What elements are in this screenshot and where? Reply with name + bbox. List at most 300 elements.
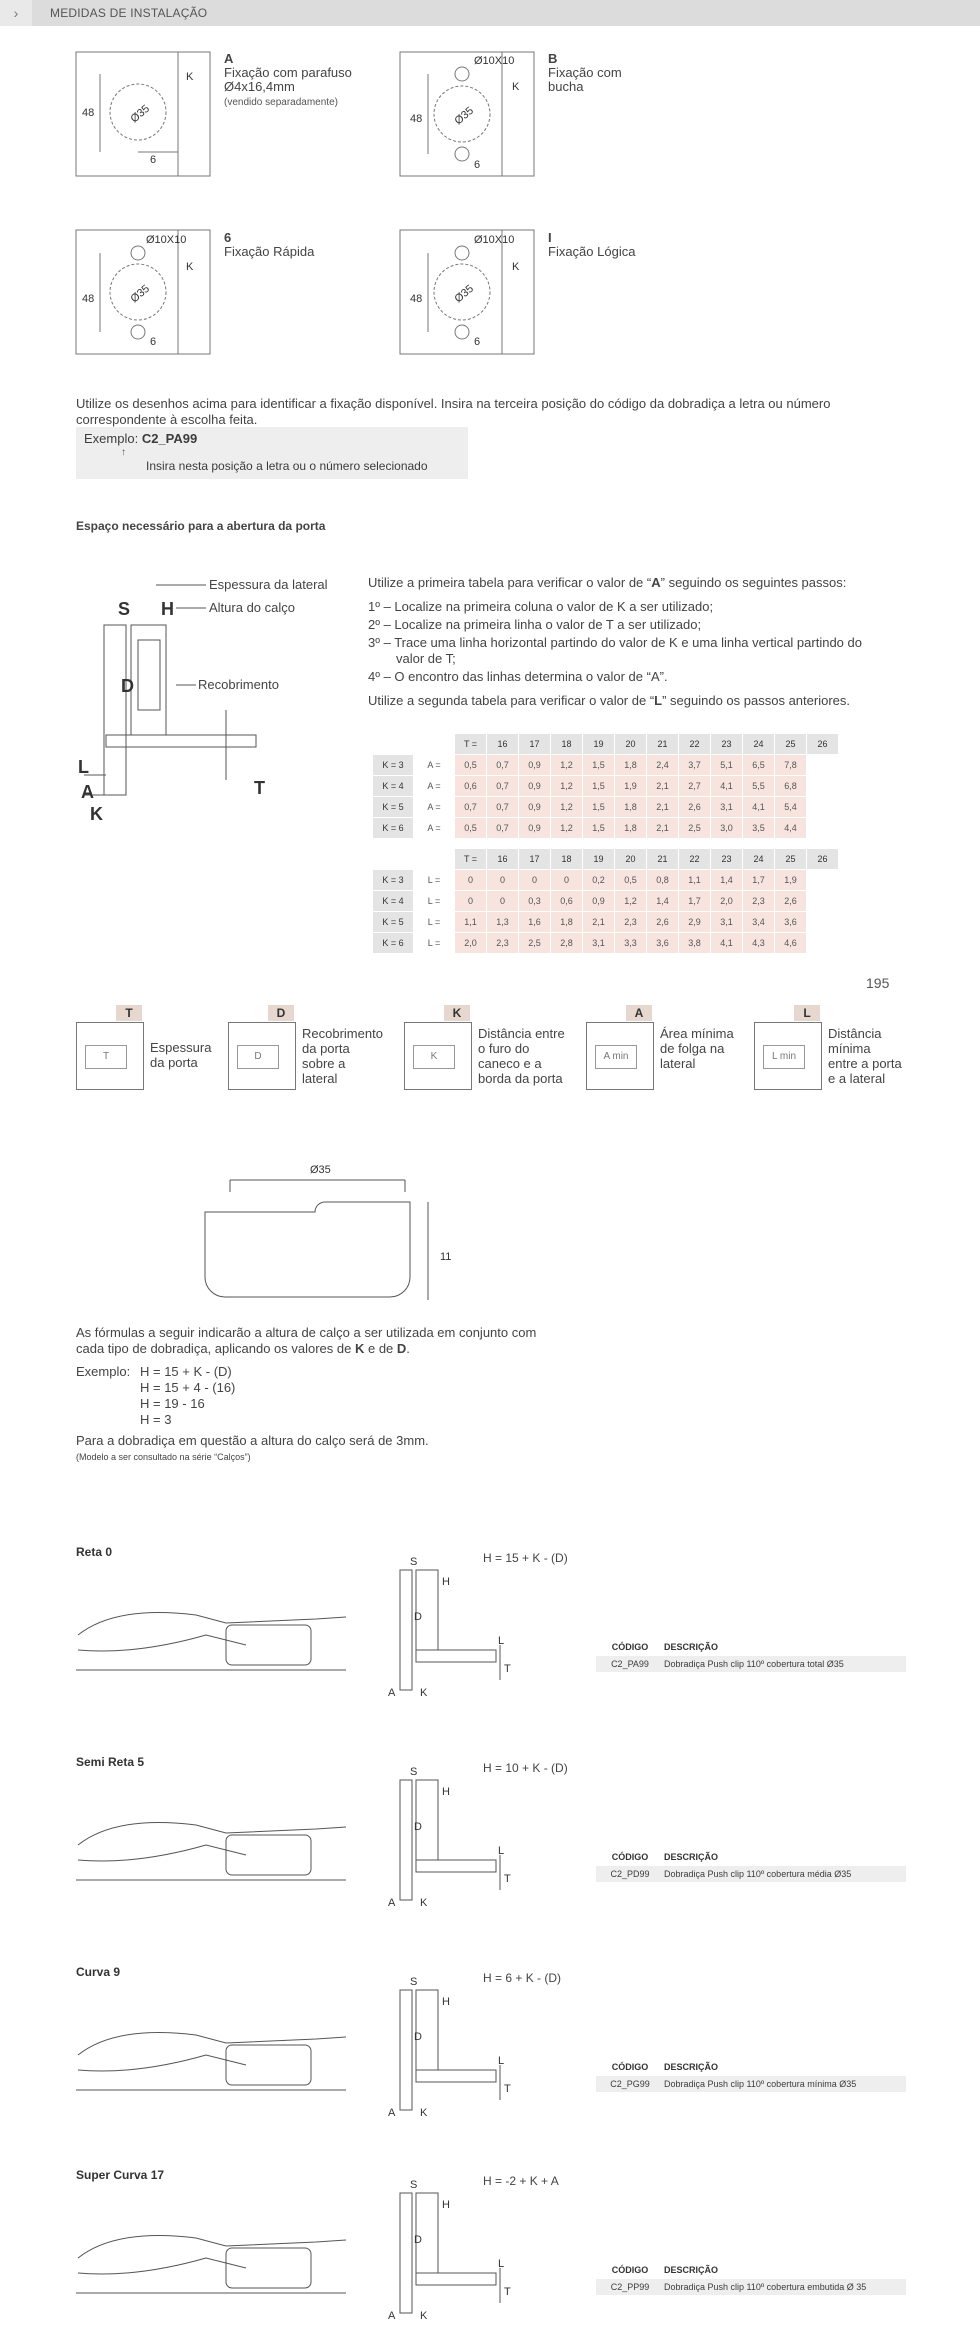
text-label: lateral xyxy=(302,1071,338,1086)
table-cell: 1,8 xyxy=(615,818,647,839)
hinge-drawing xyxy=(76,2015,346,2105)
hinge-section-diagram xyxy=(76,570,366,840)
table-cell: 0,5 xyxy=(455,818,487,839)
text-label: L = xyxy=(414,891,455,912)
table-cell: 2,4 xyxy=(647,755,679,776)
text-label: K = 6 xyxy=(373,818,414,839)
text-label: Ø35 xyxy=(452,282,477,306)
table-row xyxy=(373,891,839,912)
table-cell: 0,3 xyxy=(519,891,551,912)
text-label: mínima xyxy=(828,1041,871,1056)
table-cell: 0,9 xyxy=(583,891,615,912)
instructions-intro xyxy=(368,575,888,591)
table-cell: 0 xyxy=(487,891,519,912)
table-cell: 3,1 xyxy=(711,797,743,818)
text-label: 11 xyxy=(440,1251,452,1263)
legend-text xyxy=(828,1026,902,1086)
table-row xyxy=(373,933,839,954)
example-code-line xyxy=(84,431,197,446)
table-row xyxy=(373,818,839,839)
table-cell: 4,6 xyxy=(775,933,807,954)
text-label: 6 xyxy=(474,336,481,348)
legend-letter: T xyxy=(116,1005,142,1021)
table-cell: 1,6 xyxy=(519,912,551,933)
text-label: ” seguindo os passos anteriores. xyxy=(662,693,850,708)
col-header: 22 xyxy=(679,734,711,755)
table-cell: 1,4 xyxy=(647,891,679,912)
text-label: C2_PP99 xyxy=(610,2282,650,2292)
table-cell: 5,4 xyxy=(775,797,807,818)
text-label: L xyxy=(78,757,89,777)
legend-letter: L xyxy=(794,1005,820,1021)
table-cell: 0 xyxy=(455,870,487,891)
text-label: da porta xyxy=(302,1041,350,1056)
legend-diagram xyxy=(754,1022,822,1090)
table-cell: 4,1 xyxy=(711,776,743,797)
text-label: DESCRIÇÃO xyxy=(664,1852,719,1862)
table-cell: 4,1 xyxy=(743,797,775,818)
table-cell: 2,6 xyxy=(775,891,807,912)
table-cell: 1,2 xyxy=(551,797,583,818)
text-label: CÓDIGO xyxy=(611,1642,649,1652)
text-label: C2_PG99 xyxy=(610,2079,650,2089)
step-3: 3º – Trace uma linha horizontal partindo do valor de K e uma linha vertical partindo do xyxy=(368,635,862,650)
text-label: da porta xyxy=(150,1055,198,1070)
text-label: sobre a xyxy=(302,1056,346,1071)
col-header: 20 xyxy=(615,734,647,755)
table-row xyxy=(373,797,839,818)
legend-text xyxy=(478,1026,565,1086)
table-cell: 2,1 xyxy=(647,818,679,839)
table-cell: 6,5 xyxy=(743,755,775,776)
table-cell: 3,8 xyxy=(679,933,711,954)
col-header: 16 xyxy=(487,734,519,755)
text-label: L xyxy=(498,2258,505,2270)
legend-diagram xyxy=(76,1022,144,1090)
text-label: 48 xyxy=(82,293,95,305)
text-label: 6 xyxy=(474,159,481,171)
text-label: Ø35 xyxy=(310,1164,331,1176)
table-cell: 0 xyxy=(455,891,487,912)
legend-letter: K xyxy=(444,1005,470,1021)
table-row xyxy=(596,1656,906,1672)
col-header: 24 xyxy=(743,849,775,870)
text-label: Espessura da lateral xyxy=(209,577,328,592)
text-label: A = xyxy=(414,818,455,839)
text-label: Espessura xyxy=(150,1040,212,1055)
table-cell: 3,6 xyxy=(647,933,679,954)
table-cell: 2,1 xyxy=(583,912,615,933)
space-title: Espaço necessário para a abertura da porta xyxy=(76,519,326,533)
text-label: K = 4 xyxy=(373,776,414,797)
col-header: 17 xyxy=(519,734,551,755)
instructions-second xyxy=(368,693,888,709)
text-label: S xyxy=(410,2179,418,2191)
table-cell: 1,9 xyxy=(775,870,807,891)
table-cell: 2,7 xyxy=(679,776,711,797)
col-header: 26 xyxy=(807,849,839,870)
text-label: C2_PA99 xyxy=(141,431,198,446)
hinge-formula: H = 6 + K - (D) xyxy=(483,1971,562,1985)
text-label: A xyxy=(651,575,661,590)
table-cell: 2,1 xyxy=(647,776,679,797)
text-label: de folga na xyxy=(660,1041,725,1056)
text-label: K = 5 xyxy=(373,797,414,818)
text-label: e de xyxy=(364,1341,397,1356)
table-cell: 0,9 xyxy=(519,797,551,818)
fixation-b-label xyxy=(548,52,622,94)
text-label: D xyxy=(414,1821,422,1833)
text-label: DESCRIÇÃO xyxy=(664,2265,719,2275)
table-cell: 3,4 xyxy=(743,912,775,933)
table-cell: 4,3 xyxy=(743,933,775,954)
text-label: A xyxy=(388,2310,396,2322)
col-header: 23 xyxy=(711,849,743,870)
col-header: 19 xyxy=(583,734,615,755)
table-cell: 1,1 xyxy=(679,870,711,891)
text-label: Ø10X10 xyxy=(474,234,515,246)
table-cell: 0,7 xyxy=(487,797,519,818)
table-cell: 1,5 xyxy=(583,818,615,839)
text-label: Dobradiça Push clip 110º cobertura total Ø35 xyxy=(664,1659,844,1669)
text-label: o furo do xyxy=(478,1041,530,1056)
text-label: H xyxy=(442,1576,450,1588)
hinge-section xyxy=(380,1550,580,1700)
table-cell: 0,6 xyxy=(551,891,583,912)
text-label: Dobradiça Push clip 110º cobertura embutida Ø 35 xyxy=(664,2282,867,2292)
formula-example xyxy=(140,1364,235,1428)
text-label: K = 6 xyxy=(373,933,414,954)
text-label: L min xyxy=(763,1045,805,1069)
text-label: K xyxy=(420,2310,428,2322)
table-cell: 1,2 xyxy=(551,776,583,797)
legend-text xyxy=(660,1026,734,1071)
hinge-formula: H = 10 + K - (D) xyxy=(483,1761,568,1775)
table-cell: 0,9 xyxy=(519,755,551,776)
page-number: 195 xyxy=(866,975,890,991)
text-label: (vendido separadamente) xyxy=(224,97,338,108)
col-header: 25 xyxy=(775,849,807,870)
text-label: A xyxy=(224,51,234,66)
table-cell: 1,2 xyxy=(551,755,583,776)
table-cell: 6,8 xyxy=(775,776,807,797)
text-label: K = 3 xyxy=(373,755,414,776)
legend-text xyxy=(302,1026,383,1086)
fixation-i-label xyxy=(548,231,635,259)
text-label: T xyxy=(504,2083,511,2095)
table-cell: 2,6 xyxy=(647,912,679,933)
arrow-up-icon: ↑ xyxy=(121,447,126,458)
col-header: 16 xyxy=(487,849,519,870)
col-header: 20 xyxy=(615,849,647,870)
text-label: Fixação com xyxy=(548,65,622,80)
table-cell: 5,5 xyxy=(743,776,775,797)
text-label: H = 3 xyxy=(140,1412,172,1427)
text-label: K xyxy=(354,1341,365,1356)
chevron-right-icon[interactable]: › xyxy=(0,0,32,26)
text-label: A min xyxy=(595,1045,637,1069)
table-a xyxy=(372,733,839,839)
table-row xyxy=(373,870,839,891)
example-box xyxy=(76,427,468,479)
text-label: A = xyxy=(414,776,455,797)
text-label: L xyxy=(498,2055,505,2067)
table-cell: 2,5 xyxy=(519,933,551,954)
table-cell: 2,3 xyxy=(615,912,647,933)
text-label: DESCRIÇÃO xyxy=(664,2062,719,2072)
code-table xyxy=(596,2062,906,2092)
text-label: Fixação com parafuso xyxy=(224,65,352,80)
table-cell: 3,0 xyxy=(711,818,743,839)
example-hint: Insira nesta posição a letra ou o número selecionado xyxy=(146,459,428,473)
table-cell: 1,4 xyxy=(711,870,743,891)
table-cell: 2,8 xyxy=(551,933,583,954)
col-header: 24 xyxy=(743,734,775,755)
text-label: Fixação Rápida xyxy=(224,244,315,259)
table-l xyxy=(372,848,839,954)
table-cell: 1,8 xyxy=(615,797,647,818)
table-cell: 1,3 xyxy=(487,912,519,933)
text-label: D xyxy=(121,676,134,696)
table-cell: 1,7 xyxy=(743,870,775,891)
text-label: S xyxy=(118,599,131,619)
text-label: T xyxy=(254,778,265,798)
text-label: H = 15 + K - (D) xyxy=(140,1364,232,1379)
formula-text xyxy=(76,1325,676,1357)
text-label: A xyxy=(388,1897,396,1909)
formula-line-2 xyxy=(76,1341,676,1357)
text-label: D xyxy=(396,1341,407,1356)
legend-letter: A xyxy=(626,1005,652,1021)
text-label: S xyxy=(410,1766,418,1778)
table-cell: 2,0 xyxy=(711,891,743,912)
table-cell: 3,3 xyxy=(615,933,647,954)
text-label: L = xyxy=(414,912,455,933)
intro-text: Utilize os desenhos acima para identificar a fixação disponível. Insira na terceira posição do código da dobradiça a letra ou número correspondente à escolha feita. xyxy=(76,396,831,427)
text-label: S xyxy=(410,1556,418,1568)
table-cell: 0 xyxy=(487,870,519,891)
text-label: Recobrimento xyxy=(198,677,279,692)
hinge-section xyxy=(380,2173,580,2323)
col-header: 18 xyxy=(551,734,583,755)
text-label: Ø35 xyxy=(452,104,477,128)
table-cell: 1,7 xyxy=(679,891,711,912)
table-cell: 0,9 xyxy=(519,776,551,797)
table-cell: 3,6 xyxy=(775,912,807,933)
text-label: 6 xyxy=(150,336,157,348)
legend-diagram xyxy=(228,1022,296,1090)
code-table xyxy=(596,1642,906,1672)
text-label: Área mínima xyxy=(660,1026,734,1041)
table-cell: 2,1 xyxy=(647,797,679,818)
text-label: Altura do calço xyxy=(209,600,295,615)
text-label: 48 xyxy=(82,107,95,119)
col-header: T = xyxy=(455,849,487,870)
table-cell: 0,2 xyxy=(583,870,615,891)
col-header: 17 xyxy=(519,849,551,870)
col-header: 21 xyxy=(647,849,679,870)
table-cell: 1,1 xyxy=(455,912,487,933)
text-label: K xyxy=(413,1045,455,1069)
hinge-drawing xyxy=(76,1595,346,1685)
text-label: A xyxy=(388,2107,396,2119)
text-label: Ø10X10 xyxy=(474,55,515,67)
text-label: e a lateral xyxy=(828,1071,886,1086)
hinge-section xyxy=(380,1760,580,1910)
col-header: 18 xyxy=(551,849,583,870)
table-cell: 0,9 xyxy=(519,818,551,839)
fixation-6-label xyxy=(224,231,314,259)
table-cell: 1,8 xyxy=(551,912,583,933)
text-label: B xyxy=(548,51,558,66)
table-cell: 0,7 xyxy=(455,797,487,818)
table-cell: 2,3 xyxy=(487,933,519,954)
table-cell: 1,9 xyxy=(615,776,647,797)
table-row xyxy=(373,776,839,797)
table-cell: 1,2 xyxy=(551,818,583,839)
step-1: 1º – Localize na primeira coluna o valor de K a ser utilizado; xyxy=(368,599,714,614)
text-label: Utilize a primeira tabela para verificar o valor de “ xyxy=(368,575,652,590)
formula-line-1: As fórmulas a seguir indicarão a altura de calço a ser utilizada em conjunto com xyxy=(76,1325,537,1340)
table-cell: 1,5 xyxy=(583,755,615,776)
legend-letter: D xyxy=(268,1005,294,1021)
col-header: 26 xyxy=(807,734,839,755)
text-label: S xyxy=(410,1976,418,1988)
hinge-drawing xyxy=(76,2218,346,2308)
formula-conclusion: Para a dobradiça em questão a altura do calço será de 3mm. xyxy=(76,1433,429,1448)
instructions xyxy=(368,575,888,709)
table-row xyxy=(596,2076,906,2092)
text-label: K xyxy=(186,71,194,83)
text-label: lateral xyxy=(660,1056,696,1071)
hinge-title: Reta 0 xyxy=(76,1545,113,1559)
hinge-section xyxy=(380,1970,580,2120)
table-cell: 4,4 xyxy=(775,818,807,839)
formula-note: (Modelo a ser consultado na série “Calços”) xyxy=(76,1452,251,1462)
table-cell: 0,6 xyxy=(455,776,487,797)
cup-diagram xyxy=(200,1160,460,1300)
text-label: K xyxy=(186,261,194,273)
text-label: A xyxy=(81,782,94,802)
hinge-drawing xyxy=(76,1805,346,1895)
text-label: T xyxy=(504,1663,511,1675)
text-label: K = 3 xyxy=(373,870,414,891)
table-cell: 2,5 xyxy=(679,818,711,839)
step-3-cont: valor de T; xyxy=(396,651,456,666)
text-label: K xyxy=(420,1897,428,1909)
table-row xyxy=(373,912,839,933)
table-cell: 4,1 xyxy=(711,933,743,954)
text-label: Ø35 xyxy=(128,282,153,306)
step-2: 2º – Localize na primeira linha o valor de T a ser utilizado; xyxy=(368,617,702,632)
text-label: Exemplo: xyxy=(84,431,142,446)
table-cell: 0 xyxy=(551,870,583,891)
legend-diagram xyxy=(404,1022,472,1090)
text-label: 48 xyxy=(410,113,423,125)
table-cell: 0,7 xyxy=(487,776,519,797)
text-label: caneco e a xyxy=(478,1056,542,1071)
text-label: 48 xyxy=(410,293,423,305)
text-label: H xyxy=(442,1996,450,2008)
text-label: Utilize a segunda tabela para verificar o valor de “ xyxy=(368,693,655,708)
text-label: L xyxy=(498,1635,505,1647)
text-label: A xyxy=(388,1687,396,1699)
table-cell: 0,7 xyxy=(487,818,519,839)
text-label: Ø35 xyxy=(128,102,153,126)
section-title: MEDIDAS DE INSTALAÇÃO xyxy=(50,6,208,20)
text-label: borda da porta xyxy=(478,1071,563,1086)
table-cell: 1,5 xyxy=(583,776,615,797)
table-cell: 5,1 xyxy=(711,755,743,776)
text-label: Ø4x16,4mm xyxy=(224,79,295,94)
table-cell: 1,8 xyxy=(615,755,647,776)
col-header: 19 xyxy=(583,849,615,870)
text-label: D xyxy=(414,2031,422,2043)
table-row xyxy=(596,1866,906,1882)
text-label: CÓDIGO xyxy=(611,2265,649,2275)
text-label: H xyxy=(442,1786,450,1798)
table-cell: 0,8 xyxy=(647,870,679,891)
text-label: Distância entre xyxy=(478,1026,565,1041)
table-cell: 3,1 xyxy=(711,912,743,933)
table-cell: 2,9 xyxy=(679,912,711,933)
table-cell: 0,5 xyxy=(455,755,487,776)
col-header: 21 xyxy=(647,734,679,755)
text-label: H xyxy=(161,599,174,619)
legend-diagram xyxy=(586,1022,654,1090)
text-label: Dobradiça Push clip 110º cobertura média Ø35 xyxy=(664,1869,852,1879)
text-label: CÓDIGO xyxy=(611,1852,649,1862)
table-cell: 3,7 xyxy=(679,755,711,776)
text-label: L = xyxy=(414,870,455,891)
hinge-title: Curva 9 xyxy=(76,1965,121,1979)
col-header: 25 xyxy=(775,734,807,755)
text-label: H xyxy=(442,2199,450,2211)
table-cell: 3,5 xyxy=(743,818,775,839)
text-label: A = xyxy=(414,797,455,818)
table-cell: 1,2 xyxy=(615,891,647,912)
text-label: L = xyxy=(414,933,455,954)
text-label: 6 xyxy=(150,154,157,166)
table-cell: 3,1 xyxy=(583,933,615,954)
text-label: K = 4 xyxy=(373,891,414,912)
text-label: Fixação Lógica xyxy=(548,244,636,259)
text-label: K xyxy=(420,1687,428,1699)
table-cell: 0,5 xyxy=(615,870,647,891)
hinge-title: Super Curva 17 xyxy=(76,2168,165,2182)
hinge-formula: H = 15 + K - (D) xyxy=(483,1551,568,1565)
table-cell: 1,5 xyxy=(583,797,615,818)
text-label: cada tipo de dobradiça, aplicando os valores de xyxy=(76,1341,355,1356)
text-label: Distância xyxy=(828,1026,882,1041)
text-label: ” seguindo os seguintes passos: xyxy=(660,575,847,590)
text-label: C2_PD99 xyxy=(610,1869,650,1879)
table-cell: 0 xyxy=(519,870,551,891)
text-label: CÓDIGO xyxy=(611,2062,649,2072)
table-cell: 2,6 xyxy=(679,797,711,818)
text-label: K xyxy=(512,261,520,273)
formula-example-label: Exemplo: xyxy=(76,1364,131,1379)
fixation-a-label xyxy=(224,52,352,110)
col-header: 23 xyxy=(711,734,743,755)
col-header: 22 xyxy=(679,849,711,870)
text-label: C2_PA99 xyxy=(611,1659,649,1669)
legend-text xyxy=(150,1040,211,1070)
text-label: T xyxy=(85,1045,127,1069)
text-label: D xyxy=(414,1611,422,1623)
text-label: 6 xyxy=(224,230,232,245)
text-label: D xyxy=(237,1045,279,1069)
